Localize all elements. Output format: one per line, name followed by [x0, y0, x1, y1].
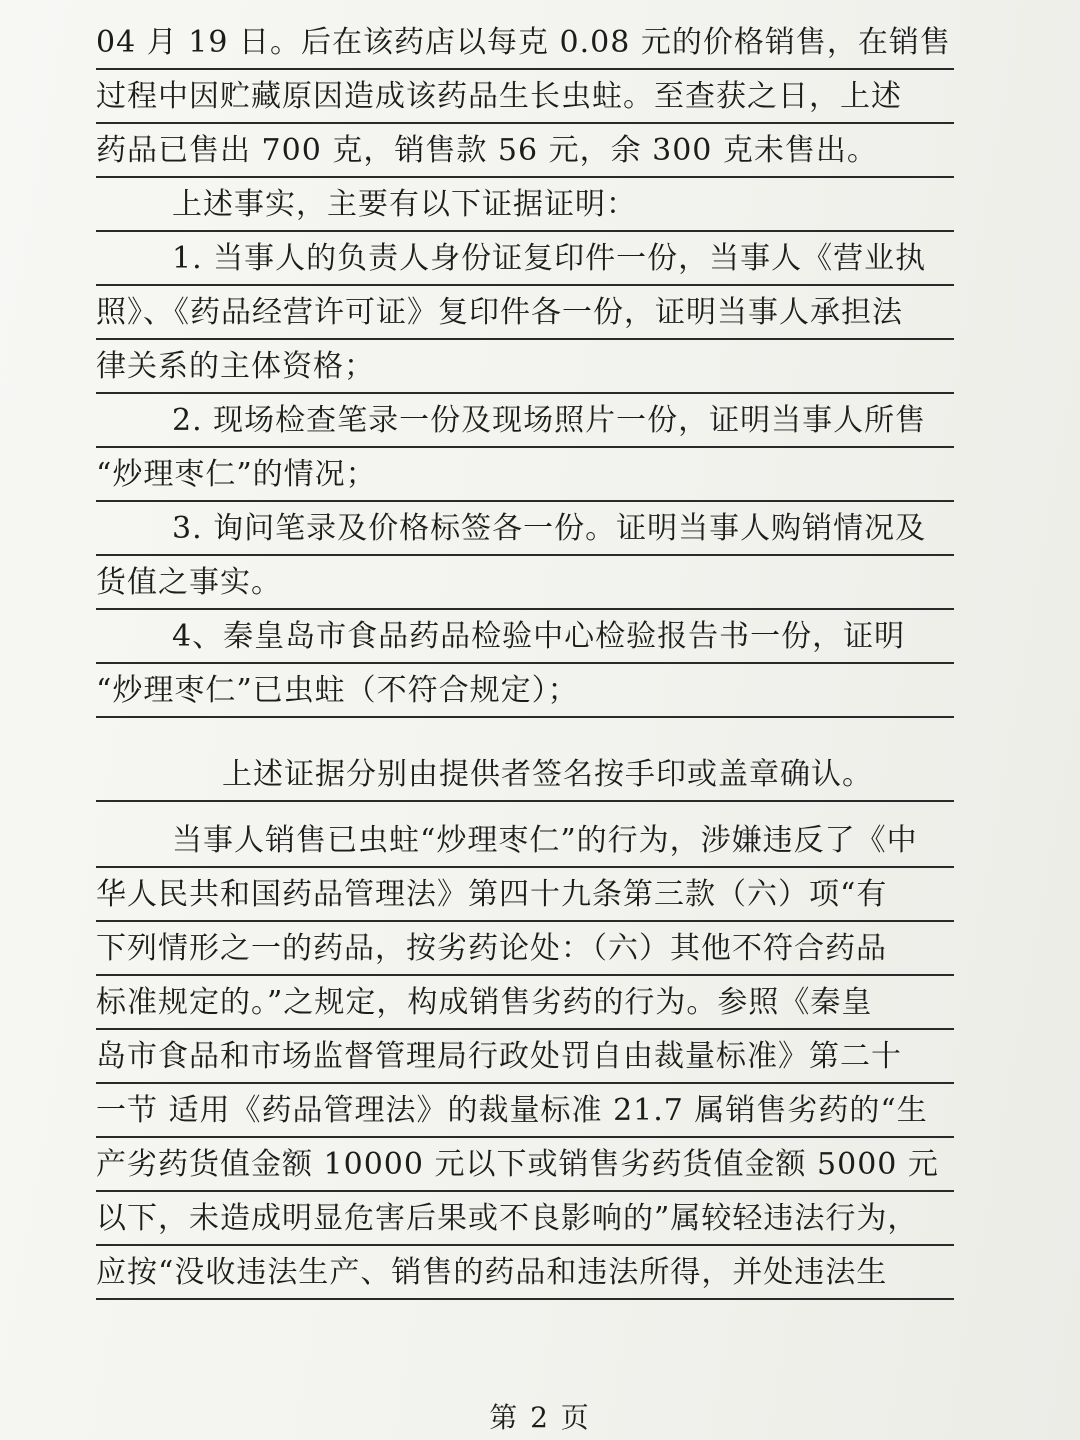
text-line: 04 月 19 日。后在该药店以每克 0.08 元的价格销售，在销售: [96, 16, 954, 70]
text-line: 当事人销售已虫蛀“炒理枣仁”的行为，涉嫌违反了《中: [96, 814, 954, 868]
text-line: 照》、《药品经营许可证》复印件各一份，证明当事人承担法: [96, 286, 954, 340]
text-line: 1. 当事人的负责人身份证复印件一份，当事人《营业执: [96, 232, 954, 286]
text-line: 上述事实，主要有以下证据证明：: [96, 178, 954, 232]
page-number: 第 2 页: [489, 1401, 591, 1434]
text-line: 过程中因贮藏原因造成该药品生长虫蛀。至查获之日，上述: [96, 70, 954, 124]
text-line: 律关系的主体资格；: [96, 340, 954, 394]
text-line: “炒理枣仁”的情况；: [96, 448, 954, 502]
text-line: 2. 现场检查笔录一份及现场照片一份，证明当事人所售: [96, 394, 954, 448]
text-line: 标准规定的。”之规定，构成销售劣药的行为。参照《秦皇: [96, 976, 954, 1030]
text-line: 上述证据分别由提供者签名按手印或盖章确认。: [96, 748, 954, 802]
text-line: 货值之事实。: [96, 556, 954, 610]
text-line: 岛市食品和市场监督管理局行政处罚自由裁量标准》第二十: [96, 1030, 954, 1084]
text-line: 3. 询问笔录及价格标签各一份。证明当事人购销情况及: [96, 502, 954, 556]
text-line: 药品已售出 700 克，销售款 56 元，余 300 克未售出。: [96, 124, 954, 178]
text-line: 一节 适用《药品管理法》的裁量标准 21.7 属销售劣药的“生: [96, 1084, 954, 1138]
text-line: 以下，未造成明显危害后果或不良影响的”属较轻违法行为，: [96, 1192, 954, 1246]
text-line: 产劣药货值金额 10000 元以下或销售劣药货值金额 5000 元: [96, 1138, 954, 1192]
text-line: “炒理枣仁”已虫蛀（不符合规定）；: [96, 664, 954, 718]
text-line: 下列情形之一的药品，按劣药论处：（六）其他不符合药品: [96, 922, 954, 976]
text-line: 应按“没收违法生产、销售的药品和违法所得，并处违法生: [96, 1246, 954, 1300]
text-line: 华人民共和国药品管理法》第四十九条第三款（六）项“有: [96, 868, 954, 922]
text-line: 4、秦皇岛市食品药品检验中心检验报告书一份，证明: [96, 610, 954, 664]
